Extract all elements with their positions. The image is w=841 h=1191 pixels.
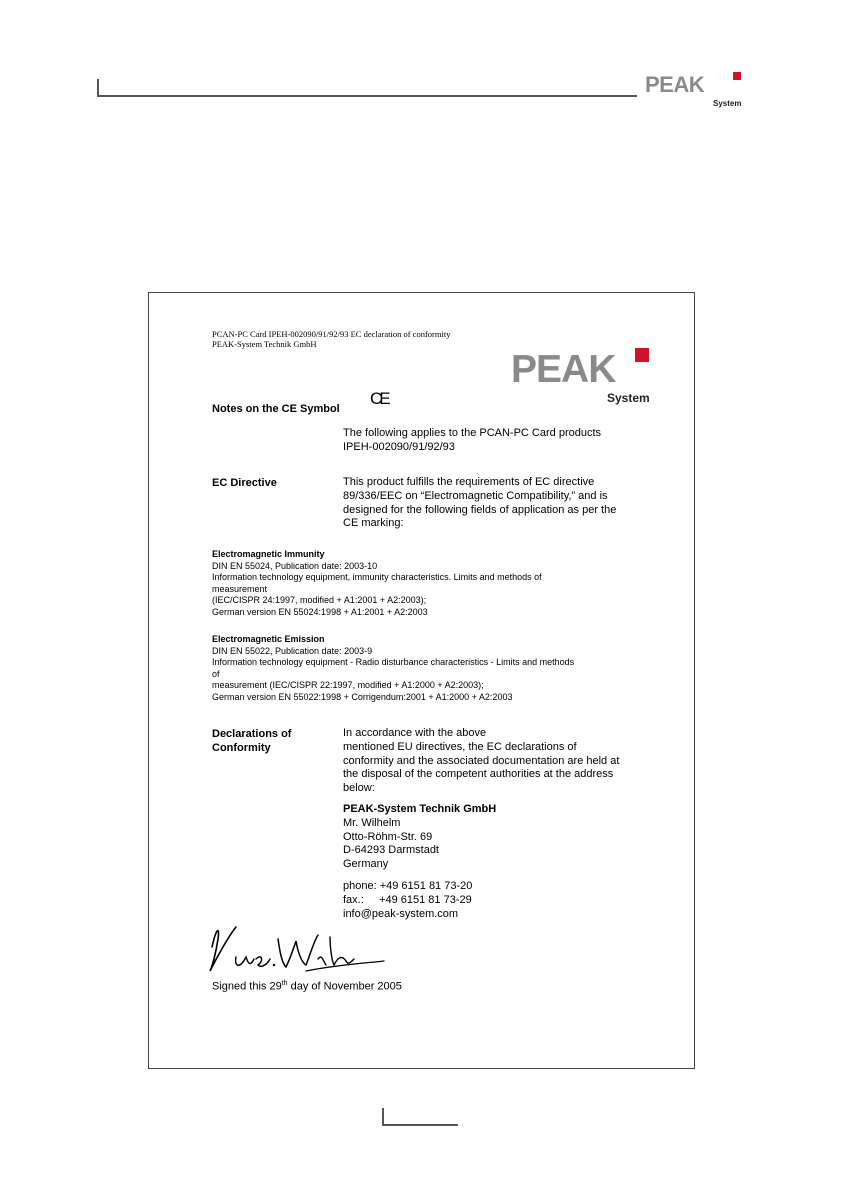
handwritten-signature (206, 919, 386, 979)
applies-line: The following applies to the PCAN-PC Card products (343, 427, 602, 439)
declarations-label-line: Conformity (212, 742, 271, 754)
declarations-label (212, 727, 291, 755)
peak-system-logo (645, 72, 745, 110)
doc-logo-subtitle: System (607, 391, 650, 405)
email-address: info@peak-system.com (343, 907, 459, 920)
declarations-label-line: Declarations of (212, 728, 292, 740)
notes-label: Notes on the CE Symbol (212, 403, 340, 415)
declarations-line: the disposal of the competent authorities at the address (343, 768, 614, 781)
ec-text-line: CE marking: (343, 517, 404, 530)
doc-header-line2: PEAK-System Technik GmbH (212, 339, 317, 349)
company-address (343, 803, 643, 872)
contact-block (343, 880, 643, 921)
immunity-line: measurement (212, 583, 268, 594)
logo-red-square (733, 72, 741, 80)
ce-mark-icon: CE (370, 389, 388, 408)
applies-text (343, 427, 643, 455)
address-line: Germany (343, 858, 389, 871)
emission-line: German version EN 55022:1998 + Corrigendum:2001 + A1:2000 + A2:2003 (212, 691, 513, 702)
doc-logo-red-square (635, 348, 649, 362)
declarations-text (343, 727, 643, 796)
logo-wordmark: PEAK (645, 72, 705, 97)
immunity-line: (IEC/CISPR 24:1997, modified + A1:2001 + A2:2003); (212, 595, 427, 606)
applies-line: IPEH-002090/91/92/93 (343, 440, 455, 453)
emission-line: Information technology equipment - Radio disturbance characteristics - Limits and methods (212, 657, 575, 668)
immunity-section (212, 549, 632, 619)
company-name: PEAK-System Technik GmbH (343, 803, 497, 815)
emission-title: Electromagnetic Emission (212, 634, 325, 644)
immunity-line: DIN EN 55024, Publication date: 2003-10 (212, 560, 378, 571)
doc-logo-wordmark: PEAK (511, 348, 616, 391)
signed-text: day of November 2005 (287, 980, 402, 993)
emission-section (212, 634, 632, 704)
emission-line: DIN EN 55022, Publication date: 2003-9 (212, 645, 373, 656)
address-line: D-64293 Darmstadt (343, 844, 439, 857)
immunity-line: German version EN 55024:1998 + A1:2001 + A2:2003 (212, 606, 428, 617)
signed-ordinal: th (281, 980, 288, 987)
doc-header-line1: PCAN-PC Card IPEH-002090/91/92/93 EC declaration of conformity (212, 329, 451, 339)
declarations-line: In accordance with the above (343, 727, 487, 739)
fax-number: fax.: +49 6151 81 73-29 (343, 893, 472, 906)
declarations-line: below: (343, 782, 375, 795)
emission-line: of (212, 668, 220, 679)
header-rule-vertical (97, 79, 99, 96)
header-rule-horizontal (97, 95, 637, 97)
ec-declaration-scan (148, 292, 695, 1069)
doc-peak-logo (511, 348, 651, 403)
signed-date (212, 980, 402, 993)
declarations-line: mentioned EU directives, the EC declarations of (343, 740, 577, 753)
ec-text-line: This product fulfills the requirements of EC directive (343, 476, 595, 488)
immunity-title: Electromagnetic Immunity (212, 549, 325, 559)
ec-directive-label: EC Directive (212, 477, 277, 489)
address-line: Mr. Wilhelm (343, 816, 401, 829)
address-line: Otto-Röhm-Str. 69 (343, 830, 433, 843)
ec-text-line: 89/336/EEC on “Electromagnetic Compatibility,” and is (343, 489, 608, 502)
ec-directive-text (343, 476, 643, 531)
immunity-line: Information technology equipment, immunity characteristics. Limits and methods of (212, 572, 542, 583)
logo-subtitle: System (713, 99, 742, 108)
footer-rule-horizontal (382, 1124, 458, 1126)
phone-number: phone: +49 6151 81 73-20 (343, 880, 473, 892)
signed-text: Signed this 29 (212, 980, 282, 993)
emission-line: measurement (IEC/CISPR 22:1997, modified + A1:2000 + A2:2003); (212, 680, 484, 691)
declarations-line: conformity and the associated documentation are held at (343, 754, 620, 767)
ec-text-line: designed for the following fields of application as per the (343, 503, 617, 516)
